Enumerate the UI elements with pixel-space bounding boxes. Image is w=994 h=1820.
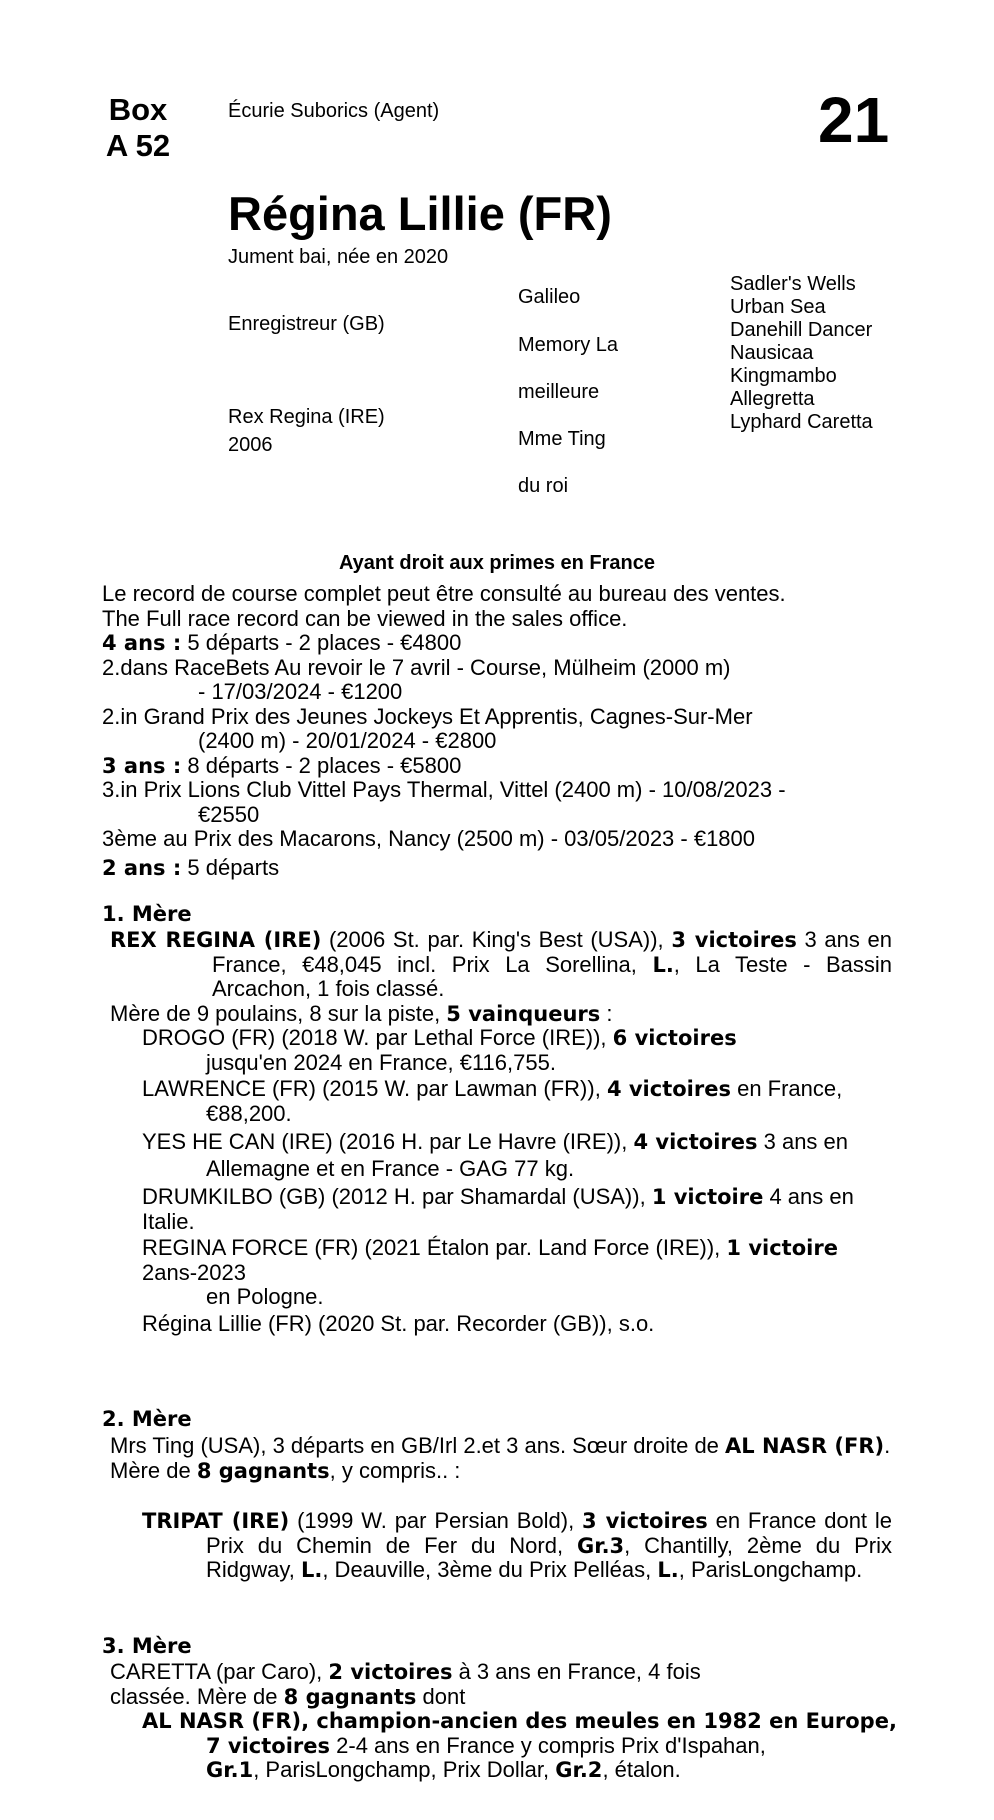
produce-item-cont: jusqu'en 2024 en France, €116,755.	[206, 1049, 556, 1075]
pedigree-grandsire: Galileo	[518, 286, 581, 308]
pedigree-dam-dam-line2: du roi	[518, 475, 569, 497]
race-line: 2.in Grand Prix des Jeunes Jockeys Et Apprentis, Cagnes-Sur-Mer	[102, 703, 753, 729]
pedigree-ancestor: Kingmambo	[730, 365, 837, 387]
listed: L.	[652, 952, 674, 977]
dam3-line: classée. Mère de 8 gagnants dont	[110, 1683, 466, 1709]
section-heading-dam2: 2. Mère	[102, 1407, 192, 1431]
age-stats: 8 départs - 2 places - €5800	[181, 752, 462, 778]
consignor: Écurie Suborics (Agent)	[228, 100, 440, 122]
race-line: - 17/03/2024 - €1200	[198, 679, 403, 704]
pedigree-ancestor: Urban Sea	[730, 296, 826, 318]
pedigree-ancestors	[730, 273, 873, 434]
section-heading-dam1: 1. Mère	[102, 902, 192, 926]
box-code: A 52	[105, 128, 171, 163]
race-line: 2.dans RaceBets Au revoir le 7 avril - Course, Mülheim (2000 m)	[102, 654, 731, 680]
dam1-produce-summary: Mère de 9 poulains, 8 sur la piste, 5 vainqueurs :	[110, 1000, 613, 1026]
produce-item: AL NASR (FR), champion-ancien des meules en 1982 en Europe,	[142, 1709, 897, 1733]
pedigree-ancestor: Sadler's Wells	[730, 273, 856, 295]
produce-item-cont: €88,200.	[206, 1100, 292, 1126]
dam1-block	[110, 928, 892, 1026]
record-note-en: The Full race record can be viewed in the sales office.	[102, 605, 628, 631]
race-line: €2550	[198, 801, 260, 827]
winners-count: 8 gagnants	[283, 1684, 417, 1709]
produce-item: TRIPAT (IRE) (1999 W. par Persian Bold), 3 victoires en France dont le Prix du Chemin de Fer du Nord, Gr.3, Chantilly, 2ème du Prix Ridgway, L., Deauville, 3ème du Prix Pelléas, L., ParisLongchamp.	[142, 1508, 892, 1582]
race-line: 3ème au Prix des Macarons, Nancy (2500 m) - 03/05/2023 - €1800	[102, 826, 756, 851]
pedigree-dam-year: 2006	[228, 434, 273, 456]
pedigree-ancestor: Allegretta	[730, 388, 815, 410]
winners-count: 5 vainqueurs	[446, 1001, 601, 1026]
race-line: (2400 m) - 20/01/2024 - €2800	[198, 728, 497, 753]
wins: 2 victoires	[328, 1660, 453, 1684]
age-label: 4 ans :	[102, 631, 182, 655]
sibling-name: AL NASR (FR)	[725, 1434, 885, 1458]
pedigree-granddam-line2: meilleure	[518, 381, 600, 403]
produce-item: Régina Lillie (FR) (2020 St. par. Recorder (GB)), s.o.	[142, 1310, 655, 1336]
dam1-produce-list	[142, 1026, 892, 1336]
box-number	[102, 92, 174, 164]
produce-item: LAWRENCE (FR) (2015 W. par Lawman (FR)), 4 victoires en France,	[142, 1076, 843, 1101]
age-stats: 5 départs	[181, 854, 280, 880]
produce-item: YES HE CAN (IRE) (2016 H. par Le Havre (IRE)), 4 victoires 3 ans en	[142, 1129, 849, 1154]
dam2-block	[110, 1434, 892, 1483]
race-record	[102, 582, 892, 880]
horse-description: Jument bai, née en 2020	[228, 246, 449, 268]
produce-item-cont: en Pologne.	[206, 1284, 324, 1309]
age-stats: 5 départs - 2 places - €4800	[181, 630, 462, 655]
age-summary-2	[102, 856, 892, 881]
pedigree-ancestor: Danehill Dancer	[730, 319, 873, 341]
age-summary-3	[102, 754, 892, 779]
dam2-paragraph: Mrs Ting (USA), 3 départs en GB/Irl 2.et 3 ans. Sœur droite de AL NASR (FR).	[110, 1433, 891, 1458]
pedigree-dam: Rex Regina (IRE)	[228, 406, 385, 428]
race-line: 3.in Prix Lions Club Vittel Pays Thermal, Vittel (2400 m) - 10/08/2023 -	[102, 777, 786, 802]
dam1-paragraph: REX REGINA (IRE) (2006 St. par. King's Best (USA)), 3 victoires 3 ans en France, €48,045 incl. Prix La Sorellina, L., La Teste - Bassin Arcachon, 1 fois classé.	[110, 927, 893, 1001]
produce-item: DROGO (FR) (2018 W. par Lethal Force (IRE)), 6 victoires	[142, 1025, 737, 1050]
record-note-fr: Le record de course complet peut être consulté au bureau des ventes.	[102, 581, 786, 606]
dam3-produce-list	[142, 1709, 902, 1783]
winners-count: 8 gagnants	[196, 1458, 330, 1483]
lot-number: 21	[818, 84, 890, 156]
age-label: 2 ans :	[102, 855, 182, 880]
dam3-block	[110, 1660, 892, 1709]
produce-item-cont: 7 victoires 2-4 ans en France y compris Prix d'Ispahan,	[206, 1732, 766, 1758]
premium-eligibility: Ayant droit aux primes en France	[338, 552, 655, 574]
pedigree-granddam-line1: Memory La	[518, 334, 619, 356]
pedigree-dam-dam-line1: Mme Ting	[518, 428, 606, 450]
produce-item: REGINA FORCE (FR) (2021 Étalon par. Land Force (IRE)), 1 victoire 2ans-2023	[142, 1235, 838, 1285]
produce-item: DRUMKILBO (GB) (2012 H. par Shamardal (USA)), 1 victoire 4 ans en Italie.	[142, 1184, 854, 1234]
produce-item-cont: Gr.1, ParisLongchamp, Prix Dollar, Gr.2, étalon.	[206, 1757, 681, 1782]
wins: 3 victoires	[671, 928, 797, 952]
pedigree-ancestor: Nausicaa	[730, 342, 814, 364]
pedigree-ancestor: Lyphard Caretta	[730, 411, 873, 433]
pedigree-sire: Enregistreur (GB)	[228, 313, 385, 335]
box-label: Box	[108, 92, 168, 127]
dam2-produce-summary: Mère de 8 gagnants, y compris.. :	[110, 1457, 461, 1483]
produce-item-cont: Allemagne et en France - GAG 77 kg.	[206, 1155, 575, 1181]
dam3-line: CARETTA (par Caro), 2 victoires à 3 ans en France, 4 fois	[110, 1659, 701, 1684]
dam2-produce-list	[142, 1509, 892, 1583]
age-summary-4	[102, 631, 892, 656]
age-label: 3 ans :	[102, 753, 182, 778]
dam-name: REX REGINA (IRE)	[110, 928, 322, 952]
horse-name: Régina Lillie (FR)	[228, 187, 612, 240]
section-heading-dam3: 3. Mère	[102, 1634, 192, 1658]
